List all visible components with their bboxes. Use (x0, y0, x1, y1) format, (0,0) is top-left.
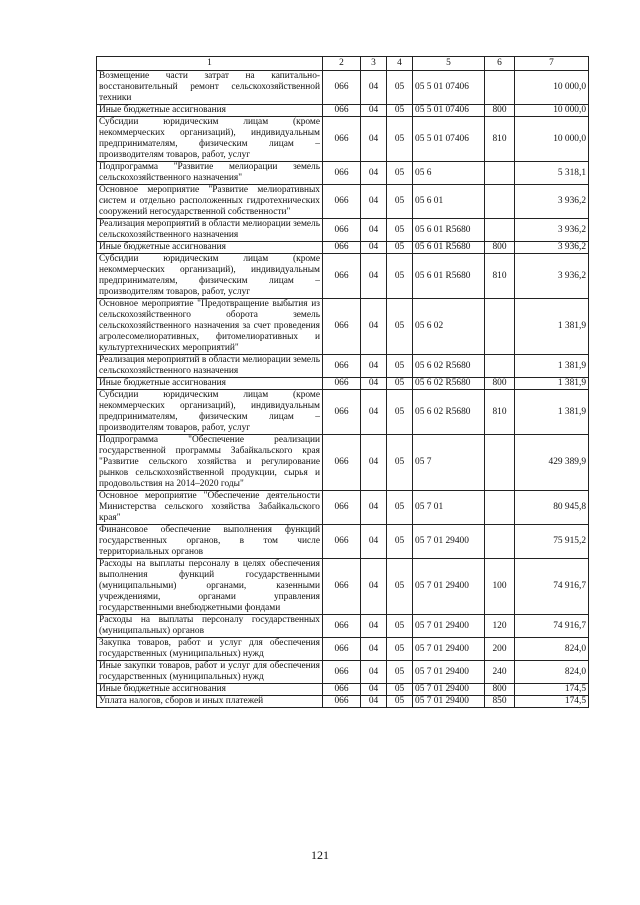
subsection-code-cell: 05 (387, 299, 413, 355)
subsection-code-cell: 05 (387, 219, 413, 242)
expense-type-cell: 240 (485, 661, 515, 684)
expense-type-cell (485, 525, 515, 559)
subsection-code-cell: 05 (387, 378, 413, 390)
table-body (97, 71, 589, 708)
section-code-cell: 04 (361, 559, 387, 615)
amount-cell: 174,5 (515, 684, 589, 696)
target-article-cell: 05 5 01 07406 (413, 105, 485, 117)
ministry-code-cell: 066 (323, 162, 361, 185)
section-code-cell: 04 (361, 71, 387, 105)
amount-cell: 3 936,2 (515, 242, 589, 254)
item-name-cell: Иные бюджетные ассигнования (97, 378, 323, 390)
item-name-cell: Расходы на выплаты персоналу в целях обеспечения выполнения функций государственными (муниципальными) органами, казенными учреждениями, органами управления государственными внебюджетными фондами (97, 559, 323, 615)
section-code-cell: 04 (361, 491, 387, 525)
table-row (97, 71, 589, 105)
amount-cell: 10 000,0 (515, 105, 589, 117)
amount-cell: 824,0 (515, 661, 589, 684)
subsection-code-cell: 05 (387, 117, 413, 162)
amount-cell: 3 936,2 (515, 185, 589, 219)
column-header: 6 (485, 57, 515, 71)
expense-type-cell (485, 219, 515, 242)
item-name-cell: Возмещение части затрат на капитально-восстановительный ремонт сельскохозяйственной техники (97, 71, 323, 105)
table-row (97, 242, 589, 254)
table-row (97, 525, 589, 559)
section-code-cell: 04 (361, 162, 387, 185)
amount-cell: 5 318,1 (515, 162, 589, 185)
ministry-code-cell: 066 (323, 185, 361, 219)
target-article-cell: 05 7 01 29400 (413, 559, 485, 615)
column-header: 3 (361, 57, 387, 71)
target-article-cell: 05 6 01 R5680 (413, 242, 485, 254)
item-name-cell: Субсидии юридическим лицам (кроме некоммерческих организаций), индивидуальным предпринимателям, физическим лицам – производителям товаров, работ, услуг (97, 117, 323, 162)
subsection-code-cell: 05 (387, 696, 413, 708)
table-row (97, 491, 589, 525)
subsection-code-cell: 05 (387, 684, 413, 696)
expense-type-cell: 850 (485, 696, 515, 708)
target-article-cell: 05 6 01 R5680 (413, 219, 485, 242)
item-name-cell: Иные бюджетные ассигнования (97, 242, 323, 254)
ministry-code-cell: 066 (323, 638, 361, 661)
budget-table (96, 56, 589, 708)
ministry-code-cell: 066 (323, 105, 361, 117)
target-article-cell: 05 6 02 R5680 (413, 355, 485, 378)
table-row (97, 299, 589, 355)
column-header: 5 (413, 57, 485, 71)
ministry-code-cell: 066 (323, 390, 361, 435)
subsection-code-cell: 05 (387, 242, 413, 254)
expense-type-cell (485, 355, 515, 378)
item-name-cell: Закупка товаров, работ и услуг для обеспечения государственных (муниципальных) нужд (97, 638, 323, 661)
ministry-code-cell: 066 (323, 355, 361, 378)
expense-type-cell (485, 299, 515, 355)
table-row (97, 684, 589, 696)
table-row (97, 254, 589, 299)
item-name-cell: Иные закупки товаров, работ и услуг для обеспечения государственных (муниципальных) нужд (97, 661, 323, 684)
section-code-cell: 04 (361, 254, 387, 299)
subsection-code-cell: 05 (387, 491, 413, 525)
section-code-cell: 04 (361, 435, 387, 491)
subsection-code-cell: 05 (387, 661, 413, 684)
section-code-cell: 04 (361, 219, 387, 242)
target-article-cell: 05 7 01 29400 (413, 661, 485, 684)
expense-type-cell: 800 (485, 105, 515, 117)
section-code-cell: 04 (361, 242, 387, 254)
section-code-cell: 04 (361, 638, 387, 661)
target-article-cell: 05 5 01 07406 (413, 71, 485, 105)
expense-type-cell: 810 (485, 117, 515, 162)
subsection-code-cell: 05 (387, 105, 413, 117)
item-name-cell: Основное мероприятие "Развитие мелиоративных систем и отдельно расположенных гидротехнических сооружений негосударственной собственности" (97, 185, 323, 219)
subsection-code-cell: 05 (387, 355, 413, 378)
ministry-code-cell: 066 (323, 435, 361, 491)
expense-type-cell: 800 (485, 242, 515, 254)
subsection-code-cell: 05 (387, 71, 413, 105)
subsection-code-cell: 05 (387, 390, 413, 435)
expense-type-cell: 810 (485, 254, 515, 299)
expense-type-cell: 120 (485, 615, 515, 638)
subsection-code-cell: 05 (387, 185, 413, 219)
amount-cell: 1 381,9 (515, 378, 589, 390)
ministry-code-cell: 066 (323, 559, 361, 615)
table-row (97, 390, 589, 435)
item-name-cell: Субсидии юридическим лицам (кроме некоммерческих организаций), индивидуальным предпринимателям, физическим лицам – производителям товаров, работ, услуг (97, 254, 323, 299)
section-code-cell: 04 (361, 185, 387, 219)
item-name-cell: Расходы на выплаты персоналу государственных (муниципальных) органов (97, 615, 323, 638)
amount-cell: 429 389,9 (515, 435, 589, 491)
table-row (97, 378, 589, 390)
section-code-cell: 04 (361, 615, 387, 638)
amount-cell: 74 916,7 (515, 559, 589, 615)
section-code-cell: 04 (361, 355, 387, 378)
expense-type-cell: 800 (485, 378, 515, 390)
ministry-code-cell: 066 (323, 71, 361, 105)
section-code-cell: 04 (361, 661, 387, 684)
amount-cell: 74 916,7 (515, 615, 589, 638)
amount-cell: 3 936,2 (515, 219, 589, 242)
item-name-cell: Основное мероприятие "Обеспечение деятельности Министерства сельского хозяйства Забайкальского края" (97, 491, 323, 525)
item-name-cell: Уплата налогов, сборов и иных платежей (97, 696, 323, 708)
amount-cell: 174,5 (515, 696, 589, 708)
table-row (97, 105, 589, 117)
target-article-cell: 05 6 (413, 162, 485, 185)
ministry-code-cell: 066 (323, 491, 361, 525)
amount-cell: 10 000,0 (515, 71, 589, 105)
table-row (97, 696, 589, 708)
item-name-cell: Основное мероприятие "Предотвращение выбытия из сельскохозяйственного оборота земель сельскохозяйственного назначения за счет проведения агролесомелиоративных, фитомелиоративных и культуртехнических мероприятий" (97, 299, 323, 355)
section-code-cell: 04 (361, 117, 387, 162)
item-name-cell: Реализация мероприятий в области мелиорации земель сельскохозяйственного назначения (97, 355, 323, 378)
subsection-code-cell: 05 (387, 638, 413, 661)
subsection-code-cell: 05 (387, 254, 413, 299)
ministry-code-cell: 066 (323, 661, 361, 684)
target-article-cell: 05 7 01 29400 (413, 684, 485, 696)
subsection-code-cell: 05 (387, 435, 413, 491)
amount-cell: 10 000,0 (515, 117, 589, 162)
item-name-cell: Субсидии юридическим лицам (кроме некоммерческих организаций), индивидуальным предпринимателям, физическим лицам – производителям товаров, работ, услуг (97, 390, 323, 435)
ministry-code-cell: 066 (323, 378, 361, 390)
target-article-cell: 05 7 01 29400 (413, 638, 485, 661)
ministry-code-cell: 066 (323, 696, 361, 708)
amount-cell: 80 945,8 (515, 491, 589, 525)
table-row (97, 355, 589, 378)
ministry-code-cell: 066 (323, 219, 361, 242)
ministry-code-cell: 066 (323, 117, 361, 162)
expense-type-cell (485, 71, 515, 105)
table-row (97, 162, 589, 185)
section-code-cell: 04 (361, 696, 387, 708)
ministry-code-cell: 066 (323, 299, 361, 355)
table-row (97, 219, 589, 242)
amount-cell: 1 381,9 (515, 299, 589, 355)
ministry-code-cell: 066 (323, 254, 361, 299)
table-row (97, 435, 589, 491)
section-code-cell: 04 (361, 378, 387, 390)
item-name-cell: Иные бюджетные ассигнования (97, 105, 323, 117)
section-code-cell: 04 (361, 525, 387, 559)
target-article-cell: 05 6 02 R5680 (413, 378, 485, 390)
column-header: 4 (387, 57, 413, 71)
section-code-cell: 04 (361, 684, 387, 696)
target-article-cell: 05 7 (413, 435, 485, 491)
subsection-code-cell: 05 (387, 615, 413, 638)
subsection-code-cell: 05 (387, 525, 413, 559)
subsection-code-cell: 05 (387, 559, 413, 615)
table-row (97, 559, 589, 615)
amount-cell: 824,0 (515, 638, 589, 661)
expense-type-cell: 200 (485, 638, 515, 661)
ministry-code-cell: 066 (323, 684, 361, 696)
column-header: 1 (97, 57, 323, 71)
amount-cell: 1 381,9 (515, 390, 589, 435)
table-header-row (97, 57, 589, 71)
ministry-code-cell: 066 (323, 242, 361, 254)
expense-type-cell (485, 185, 515, 219)
expense-type-cell: 100 (485, 559, 515, 615)
ministry-code-cell: 066 (323, 525, 361, 559)
table-row (97, 615, 589, 638)
item-name-cell: Подпрограмма "Развитие мелиорации земель сельскохозяйственного назначения" (97, 162, 323, 185)
target-article-cell: 05 7 01 29400 (413, 615, 485, 638)
column-header: 7 (515, 57, 589, 71)
ministry-code-cell: 066 (323, 615, 361, 638)
amount-cell: 3 936,2 (515, 254, 589, 299)
expense-type-cell: 800 (485, 684, 515, 696)
item-name-cell: Финансовое обеспечение выполнения функций государственных органов, в том числе территориальных органов (97, 525, 323, 559)
target-article-cell: 05 7 01 29400 (413, 525, 485, 559)
target-article-cell: 05 6 02 (413, 299, 485, 355)
target-article-cell: 05 6 02 R5680 (413, 390, 485, 435)
table-row (97, 185, 589, 219)
item-name-cell: Иные бюджетные ассигнования (97, 684, 323, 696)
expense-type-cell (485, 435, 515, 491)
table-row (97, 638, 589, 661)
target-article-cell: 05 7 01 (413, 491, 485, 525)
subsection-code-cell: 05 (387, 162, 413, 185)
target-article-cell: 05 5 01 07406 (413, 117, 485, 162)
expense-type-cell: 810 (485, 390, 515, 435)
target-article-cell: 05 6 01 (413, 185, 485, 219)
amount-cell: 75 915,2 (515, 525, 589, 559)
table-row (97, 661, 589, 684)
section-code-cell: 04 (361, 299, 387, 355)
target-article-cell: 05 7 01 29400 (413, 696, 485, 708)
expense-type-cell (485, 162, 515, 185)
section-code-cell: 04 (361, 105, 387, 117)
target-article-cell: 05 6 01 R5680 (413, 254, 485, 299)
item-name-cell: Подпрограмма "Обеспечение реализации государственной программы Забайкальского края "Развитие сельского хозяйства и регулирование рынков сельскохозяйственной продукции, сырья и продовольствия на 2014–2020 годы" (97, 435, 323, 491)
expense-type-cell (485, 491, 515, 525)
page-number: 121 (311, 848, 329, 862)
table-row (97, 117, 589, 162)
section-code-cell: 04 (361, 390, 387, 435)
item-name-cell: Реализация мероприятий в области мелиорации земель сельскохозяйственного назначения (97, 219, 323, 242)
column-header: 2 (323, 57, 361, 71)
amount-cell: 1 381,9 (515, 355, 589, 378)
